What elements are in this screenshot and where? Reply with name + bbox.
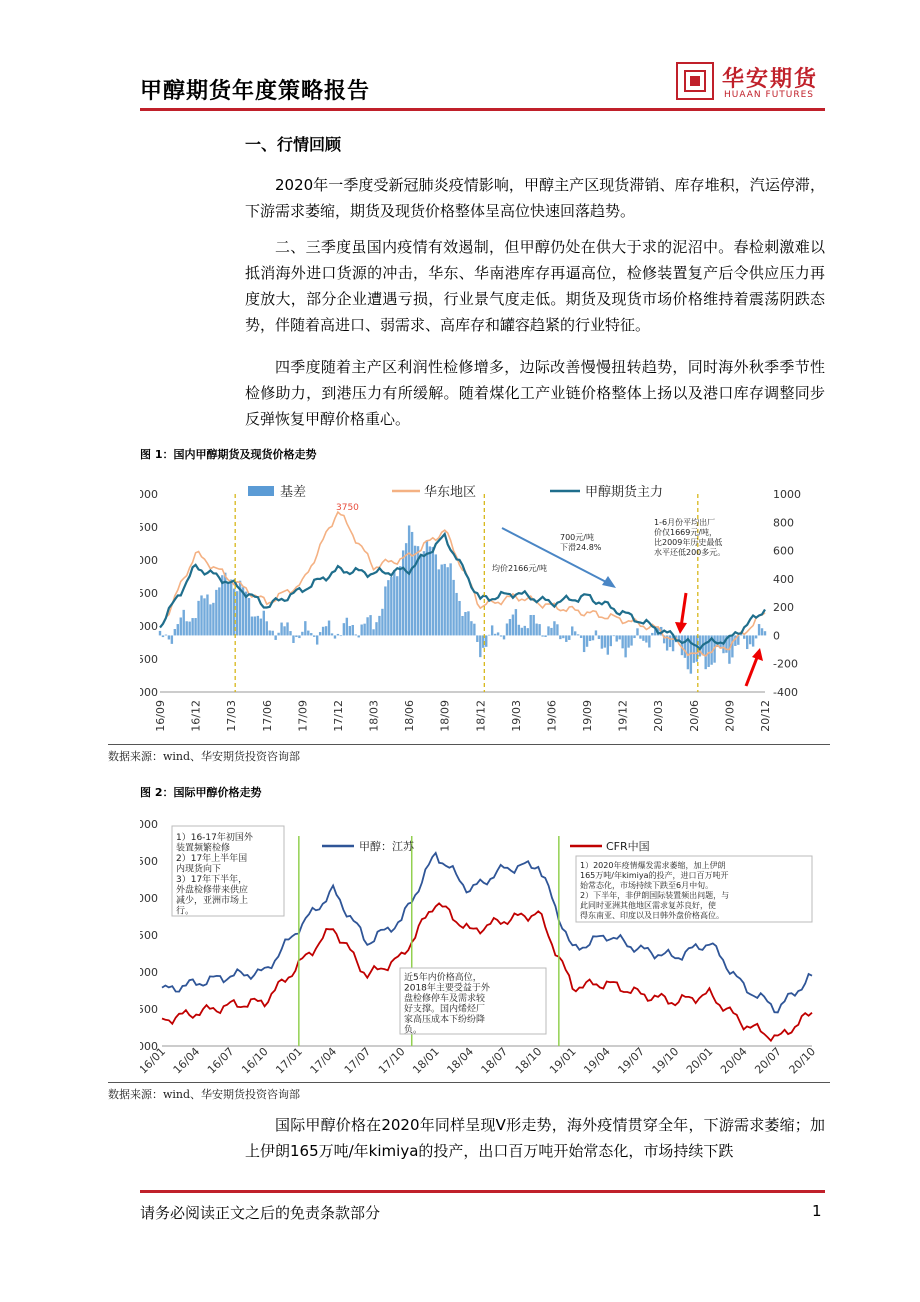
basis-bar bbox=[322, 627, 324, 636]
report-title: 甲醇期货年度策略报告 bbox=[140, 79, 371, 104]
basis-bar bbox=[165, 635, 167, 636]
legend-jiangsu: 甲醇：江苏 bbox=[359, 840, 414, 853]
red-arrow-down bbox=[681, 593, 686, 627]
basis-bar bbox=[538, 624, 540, 635]
basis-bar bbox=[310, 633, 312, 635]
footer-disclaimer: 请务必阅读正文之后的免责条款部分 bbox=[140, 1204, 381, 1222]
figure2-source: 数据来源：wind、华安期货投资咨询部 bbox=[108, 1088, 301, 1101]
basis-bar bbox=[743, 635, 745, 638]
basis-bar bbox=[704, 635, 706, 669]
y-tick-label: 000 bbox=[140, 488, 158, 501]
paragraph-international: 国际甲醇价格在2020年同样呈现V形走势，海外疫情贯穿全年，下游需求萎缩；加上伊朗165万吨/年kimiya的投产，出口百万吨开始常态化，市场持续下跌 bbox=[245, 1116, 825, 1160]
basis-bar bbox=[497, 632, 499, 635]
section-title: 一、行情回顾 bbox=[245, 135, 342, 154]
x-tick-label: 16/10 bbox=[239, 1044, 271, 1077]
basis-bar bbox=[174, 629, 176, 635]
basis-bar bbox=[349, 626, 351, 635]
basis-bar bbox=[574, 631, 576, 635]
x-tick-label: 18/12 bbox=[474, 700, 488, 732]
basis-bar bbox=[485, 635, 487, 646]
basis-bar bbox=[251, 617, 253, 636]
basis-bar bbox=[651, 633, 653, 636]
basis-bar bbox=[162, 635, 164, 637]
basis-bar bbox=[212, 603, 214, 636]
basis-bar bbox=[274, 635, 276, 640]
basis-bar bbox=[248, 598, 250, 635]
basis-bar bbox=[257, 616, 259, 636]
x-tick-label: 18/09 bbox=[438, 700, 452, 732]
basis-bar bbox=[740, 635, 742, 636]
basis-bar bbox=[221, 575, 223, 635]
basis-bar bbox=[509, 619, 511, 635]
x-tick-label: 16/07 bbox=[204, 1044, 237, 1077]
x-tick-label: 20/12 bbox=[759, 700, 772, 732]
y-tick-label: 000 bbox=[140, 686, 158, 699]
figure1-source-divider bbox=[108, 744, 830, 745]
basis-bar bbox=[749, 635, 751, 644]
basis-bar bbox=[438, 569, 440, 635]
x-tick-label: 17/01 bbox=[273, 1044, 305, 1077]
basis-bar bbox=[260, 619, 262, 636]
basis-bar bbox=[177, 624, 179, 635]
basis-bar bbox=[313, 635, 315, 636]
basis-bar bbox=[568, 635, 570, 640]
basis-bar bbox=[411, 532, 413, 635]
basis-bar bbox=[355, 634, 357, 635]
x-tick-label: 16/04 bbox=[170, 1044, 203, 1077]
basis-bar bbox=[532, 615, 534, 635]
basis-bar bbox=[289, 631, 291, 635]
x-tick-label: 17/09 bbox=[296, 700, 310, 732]
y2-tick-label: 400 bbox=[773, 572, 794, 586]
x-tick-label: 18/10 bbox=[512, 1044, 545, 1077]
basis-bar bbox=[319, 632, 321, 635]
basis-bar bbox=[414, 546, 416, 636]
x-tick-label: 16/12 bbox=[189, 700, 203, 732]
basis-bar bbox=[618, 635, 620, 639]
basis-bar bbox=[292, 635, 294, 643]
basis-bar bbox=[200, 595, 202, 635]
trend-arrow-head bbox=[602, 576, 616, 588]
annotation-peak: 3750 bbox=[336, 503, 359, 513]
basis-bar bbox=[455, 593, 457, 635]
basis-bar bbox=[331, 633, 333, 635]
basis-bar bbox=[180, 617, 182, 635]
basis-bar bbox=[352, 625, 354, 635]
x-tick-label: 17/07 bbox=[341, 1044, 374, 1077]
x-tick-label: 16/01 bbox=[140, 1044, 169, 1077]
basis-bar bbox=[266, 621, 268, 635]
paragraph-q4: 四季度随着主产区利润性检修增多，边际改善慢慢扭转趋势，同时海外秋季季节性检修助力，到港压力有所缓解。随着煤化工产业链价格整体上扬以及港口库存调整同步反弹恢复甲醇价格重心。 bbox=[245, 358, 825, 428]
basis-bar bbox=[491, 625, 493, 635]
x-tick-label: 19/10 bbox=[649, 1044, 682, 1077]
y-tick-label: 500 bbox=[140, 653, 158, 666]
basis-bar bbox=[589, 635, 591, 641]
basis-bar bbox=[550, 628, 552, 636]
basis-bar bbox=[642, 635, 644, 640]
y-tick-label: 000 bbox=[140, 818, 158, 831]
basis-bar bbox=[269, 630, 271, 635]
x-tick-label: 19/04 bbox=[581, 1044, 613, 1077]
y-tick-label: 500 bbox=[140, 587, 158, 600]
x-tick-label: 18/06 bbox=[403, 700, 417, 732]
basis-bar bbox=[449, 563, 451, 635]
figure2-chart bbox=[140, 810, 830, 1080]
basis-bar bbox=[752, 635, 754, 646]
basis-bar bbox=[408, 525, 410, 635]
y-tick-label: 000 bbox=[140, 892, 158, 905]
basis-bar bbox=[263, 611, 265, 636]
y2-tick-label: -400 bbox=[773, 686, 798, 699]
basis-bar bbox=[328, 621, 330, 636]
x-tick-label: 17/12 bbox=[331, 700, 345, 732]
red-arrow-up bbox=[746, 655, 758, 686]
basis-bar bbox=[307, 631, 309, 636]
basis-bar bbox=[595, 630, 597, 635]
basis-bar bbox=[464, 612, 466, 635]
basis-bar bbox=[227, 583, 229, 635]
basis-bar bbox=[636, 628, 638, 635]
basis-bar bbox=[639, 635, 641, 638]
basis-bar bbox=[384, 586, 386, 635]
basis-bar bbox=[363, 624, 365, 636]
basis-bar bbox=[488, 635, 490, 636]
x-tick-label: 20/04 bbox=[718, 1044, 750, 1077]
basis-bar bbox=[188, 622, 190, 636]
basis-bar bbox=[209, 604, 211, 635]
basis-bar bbox=[218, 587, 220, 635]
basis-bar bbox=[562, 635, 564, 638]
basis-bar bbox=[375, 622, 377, 635]
basis-bar bbox=[387, 580, 389, 635]
basis-bar bbox=[399, 566, 401, 635]
y2-tick-label: 0 bbox=[773, 629, 780, 643]
basis-bar bbox=[577, 634, 579, 635]
basis-bar bbox=[583, 635, 585, 652]
y2-tick-label: -200 bbox=[773, 657, 798, 671]
basis-bar bbox=[396, 576, 398, 635]
legend-swatch-basis bbox=[248, 486, 274, 496]
basis-bar bbox=[429, 546, 431, 635]
basis-bar bbox=[699, 635, 701, 656]
basis-bar bbox=[420, 554, 422, 635]
x-tick-label: 19/07 bbox=[615, 1044, 648, 1077]
x-tick-label: 20/09 bbox=[723, 700, 737, 732]
basis-bar bbox=[194, 618, 196, 635]
basis-bar bbox=[580, 635, 582, 638]
basis-bar bbox=[473, 624, 475, 636]
red-arrow-down-head bbox=[675, 622, 687, 634]
x-tick-label: 19/03 bbox=[509, 700, 523, 732]
basis-bar bbox=[553, 621, 555, 635]
x-tick-label: 18/07 bbox=[478, 1044, 511, 1077]
basis-bar bbox=[390, 577, 392, 636]
basis-bar bbox=[758, 624, 760, 635]
basis-bar bbox=[586, 635, 588, 646]
basis-bar bbox=[506, 623, 508, 635]
x-tick-label: 17/10 bbox=[375, 1044, 408, 1077]
basis-bar bbox=[535, 624, 537, 636]
basis-bar bbox=[601, 635, 603, 648]
annotation-h1-price: 1-6月份平均出厂价仅1669元/吨，比2009年历史最低水平还低200多元。 bbox=[654, 518, 726, 557]
basis-bar bbox=[500, 635, 502, 636]
basis-bar bbox=[159, 631, 161, 636]
basis-bar bbox=[613, 635, 615, 636]
legend-cfr: CFR中国 bbox=[606, 840, 650, 853]
basis-bar bbox=[503, 635, 505, 639]
basis-bar bbox=[444, 564, 446, 636]
x-tick-label: 19/09 bbox=[581, 700, 595, 732]
x-tick-label: 18/03 bbox=[367, 700, 381, 732]
basis-bar bbox=[301, 632, 303, 636]
basis-bar bbox=[458, 601, 460, 635]
basis-bar bbox=[630, 635, 632, 645]
basis-bar bbox=[633, 635, 635, 638]
y2-tick-label: 800 bbox=[773, 516, 794, 530]
paragraph-q2-q3: 二、三季度虽国内疫情有效遏制，但甲醇仍处在供大于求的泥沼中。春检刺激难以抵消海外进口货源的冲击，华东、华南港库存再逼高位，检修装置复产后令供应压力再度放大，部分企业遭遇亏损，行业景气度走低。期货及现货市场价格维持着震荡阴跌态势，伴随着高进口、弱需求、高库存和罐容趋紧的行业特征。 bbox=[245, 238, 825, 334]
figure1-source: 数据来源：wind、华安期货投资咨询部 bbox=[108, 750, 301, 763]
logo-english-name: HUAAN FUTURES bbox=[724, 90, 815, 100]
basis-bar bbox=[470, 621, 472, 635]
basis-bar bbox=[530, 615, 532, 635]
basis-bar bbox=[432, 547, 434, 635]
basis-bar bbox=[479, 635, 481, 657]
x-tick-label: 20/01 bbox=[683, 1044, 716, 1077]
basis-bar bbox=[515, 609, 517, 635]
legend-basis: 基差 bbox=[280, 485, 307, 500]
footer-divider bbox=[140, 1190, 825, 1193]
basis-bar bbox=[518, 625, 520, 636]
basis-bar bbox=[648, 635, 650, 647]
x-tick-label: 17/03 bbox=[225, 700, 239, 732]
basis-bar bbox=[684, 635, 686, 657]
x-tick-label: 17/04 bbox=[307, 1044, 340, 1077]
basis-bar bbox=[271, 631, 273, 636]
annotation-average: 均价2166元/吨 bbox=[492, 564, 548, 573]
basis-bar bbox=[731, 635, 733, 657]
paragraph-q1: 2020年一季度受新冠肺炎疫情影响，甲醇主产区现货滞销、库存堆积，汽运停滞，下游需求萎缩，期货及现货价格整体呈高位快速回落趋势。 bbox=[245, 176, 825, 220]
basis-bar bbox=[304, 621, 306, 635]
basis-bar bbox=[467, 611, 469, 635]
x-tick-label: 20/10 bbox=[786, 1044, 819, 1077]
x-tick-label: 20/06 bbox=[687, 700, 701, 732]
basis-bar bbox=[547, 626, 549, 635]
basis-bar bbox=[616, 635, 618, 641]
basis-bar bbox=[360, 625, 362, 636]
annotation-2018: 近5年内价格高位， 2018年主要受益于外盘检修停车及需求较好支撑。国内烯烃厂家高压成本下纷纷降负。 bbox=[404, 973, 490, 1036]
page-number: 1 bbox=[812, 1202, 822, 1220]
basis-bar bbox=[325, 626, 327, 635]
y-tick-label: 000 bbox=[140, 554, 158, 567]
annotation-2016-2017: 1）16-17年初国外装置频繁检修 2）17年上半年国内现货向下 3）17年下半年，外盘检修带来供应减少，亚洲市场上行。 bbox=[176, 833, 253, 917]
figure1-chart bbox=[140, 472, 830, 744]
basis-bar bbox=[230, 580, 232, 636]
basis-bar bbox=[524, 626, 526, 636]
basis-bar bbox=[761, 628, 763, 635]
logo-chinese-name: 华安期货 bbox=[722, 66, 819, 92]
basis-bar bbox=[521, 628, 523, 636]
basis-bar bbox=[565, 635, 567, 642]
basis-bar bbox=[627, 635, 629, 647]
basis-bar bbox=[476, 635, 478, 642]
basis-bar bbox=[171, 635, 173, 643]
basis-bar bbox=[358, 635, 360, 637]
basis-bar bbox=[203, 598, 205, 635]
y2-tick-label: 600 bbox=[773, 544, 794, 558]
legend-spot: 华东地区 bbox=[424, 485, 477, 500]
annotation-decline: 700元/吨下滑24.8% bbox=[560, 533, 602, 552]
x-tick-label: 19/01 bbox=[547, 1044, 579, 1077]
basis-bar bbox=[277, 633, 279, 636]
figure2-svg bbox=[140, 810, 830, 1080]
y-tick-label: 000 bbox=[140, 620, 158, 633]
y-tick-label: 500 bbox=[140, 855, 158, 868]
x-tick-label: 19/06 bbox=[545, 700, 559, 732]
basis-bar bbox=[283, 626, 285, 635]
x-tick-label: 20/03 bbox=[652, 700, 666, 732]
basis-bar bbox=[446, 567, 448, 635]
y-tick-label: 500 bbox=[140, 521, 158, 534]
basis-bar bbox=[610, 635, 612, 646]
basis-bar bbox=[254, 616, 256, 635]
y2-tick-label: 1000 bbox=[773, 488, 801, 501]
basis-bar bbox=[621, 635, 623, 648]
basis-bar bbox=[559, 635, 561, 639]
y2-tick-label: 200 bbox=[773, 601, 794, 615]
basis-bar bbox=[280, 623, 282, 636]
basis-bar bbox=[423, 551, 425, 635]
basis-bar bbox=[298, 635, 300, 638]
x-tick-label: 19/12 bbox=[616, 700, 630, 732]
basis-bar bbox=[435, 554, 437, 635]
basis-bar bbox=[295, 635, 297, 637]
basis-bar bbox=[197, 601, 199, 636]
basis-bar bbox=[598, 635, 600, 639]
basis-bar bbox=[381, 609, 383, 636]
basis-bar bbox=[369, 615, 371, 635]
basis-bar bbox=[185, 621, 187, 635]
basis-bar bbox=[441, 565, 443, 636]
basis-bar bbox=[402, 550, 404, 635]
legend-futures: 甲醇期货主力 bbox=[585, 485, 664, 500]
x-tick-label: 18/01 bbox=[410, 1044, 442, 1077]
basis-bar bbox=[366, 617, 368, 635]
basis-bar bbox=[544, 635, 546, 637]
figure2-title: 图 2：国际甲醇价格走势 bbox=[140, 786, 262, 799]
basis-bar bbox=[755, 635, 757, 638]
basis-bar bbox=[215, 590, 217, 636]
basis-bar bbox=[393, 570, 395, 635]
y-tick-label: 500 bbox=[140, 1003, 158, 1016]
basis-bar bbox=[512, 615, 514, 636]
basis-bar bbox=[645, 635, 647, 642]
basis-bar bbox=[556, 624, 558, 635]
basis-bar bbox=[168, 635, 170, 639]
basis-bar bbox=[236, 591, 238, 635]
basis-bar bbox=[541, 635, 543, 636]
basis-bar bbox=[378, 616, 380, 636]
logo-seal-icon bbox=[676, 62, 714, 100]
basis-bar bbox=[764, 631, 766, 635]
basis-bar bbox=[669, 635, 671, 647]
basis-bar bbox=[405, 543, 407, 635]
basis-bar bbox=[604, 635, 606, 647]
basis-bar bbox=[340, 635, 342, 636]
basis-bar bbox=[343, 623, 345, 635]
basis-bar bbox=[681, 635, 683, 655]
basis-bar bbox=[206, 594, 208, 635]
basis-bar bbox=[286, 622, 288, 635]
basis-bar bbox=[607, 635, 609, 654]
x-tick-label: 16/09 bbox=[154, 700, 167, 732]
basis-bar bbox=[334, 635, 336, 638]
x-tick-label: 20/07 bbox=[752, 1044, 784, 1077]
y-tick-label: 000 bbox=[140, 966, 158, 979]
company-logo bbox=[676, 62, 826, 106]
basis-bar bbox=[191, 618, 193, 635]
basis-bar bbox=[693, 635, 695, 662]
basis-bar bbox=[183, 610, 185, 636]
header-divider bbox=[140, 108, 825, 111]
x-tick-label: 18/04 bbox=[444, 1044, 477, 1077]
annotation-2020: 1）2020年疫情爆发需求萎缩，加上伊朗 165万吨/年kimiya的投产，进口百万吨开始常态化，市场持续下跌至6月中旬。 2）下半年，非伊朗国际装置频出问题，与此同时亚洲其他地区需求复苏良好，使得东南亚、印度以及日韩外盘价格高位。 bbox=[580, 861, 730, 920]
basis-bar bbox=[624, 635, 626, 657]
y-tick-label: 500 bbox=[140, 929, 158, 942]
basis-bar bbox=[592, 635, 594, 640]
basis-bar bbox=[346, 618, 348, 636]
figure2-source-divider bbox=[108, 1082, 830, 1083]
basis-bar bbox=[452, 580, 454, 636]
basis-bar bbox=[337, 634, 339, 636]
figure1-svg bbox=[140, 472, 830, 744]
x-tick-label: 17/06 bbox=[260, 700, 274, 732]
basis-bar bbox=[527, 628, 529, 635]
basis-bar bbox=[571, 626, 573, 635]
basis-bar bbox=[372, 629, 374, 635]
y-tick-label: 000 bbox=[140, 1040, 158, 1053]
basis-bar bbox=[494, 634, 496, 636]
basis-bar bbox=[746, 635, 748, 649]
basis-bar bbox=[316, 635, 318, 644]
figure1-title: 图 1：国内甲醇期货及现货价格走势 bbox=[140, 448, 317, 461]
basis-bar bbox=[461, 616, 463, 635]
